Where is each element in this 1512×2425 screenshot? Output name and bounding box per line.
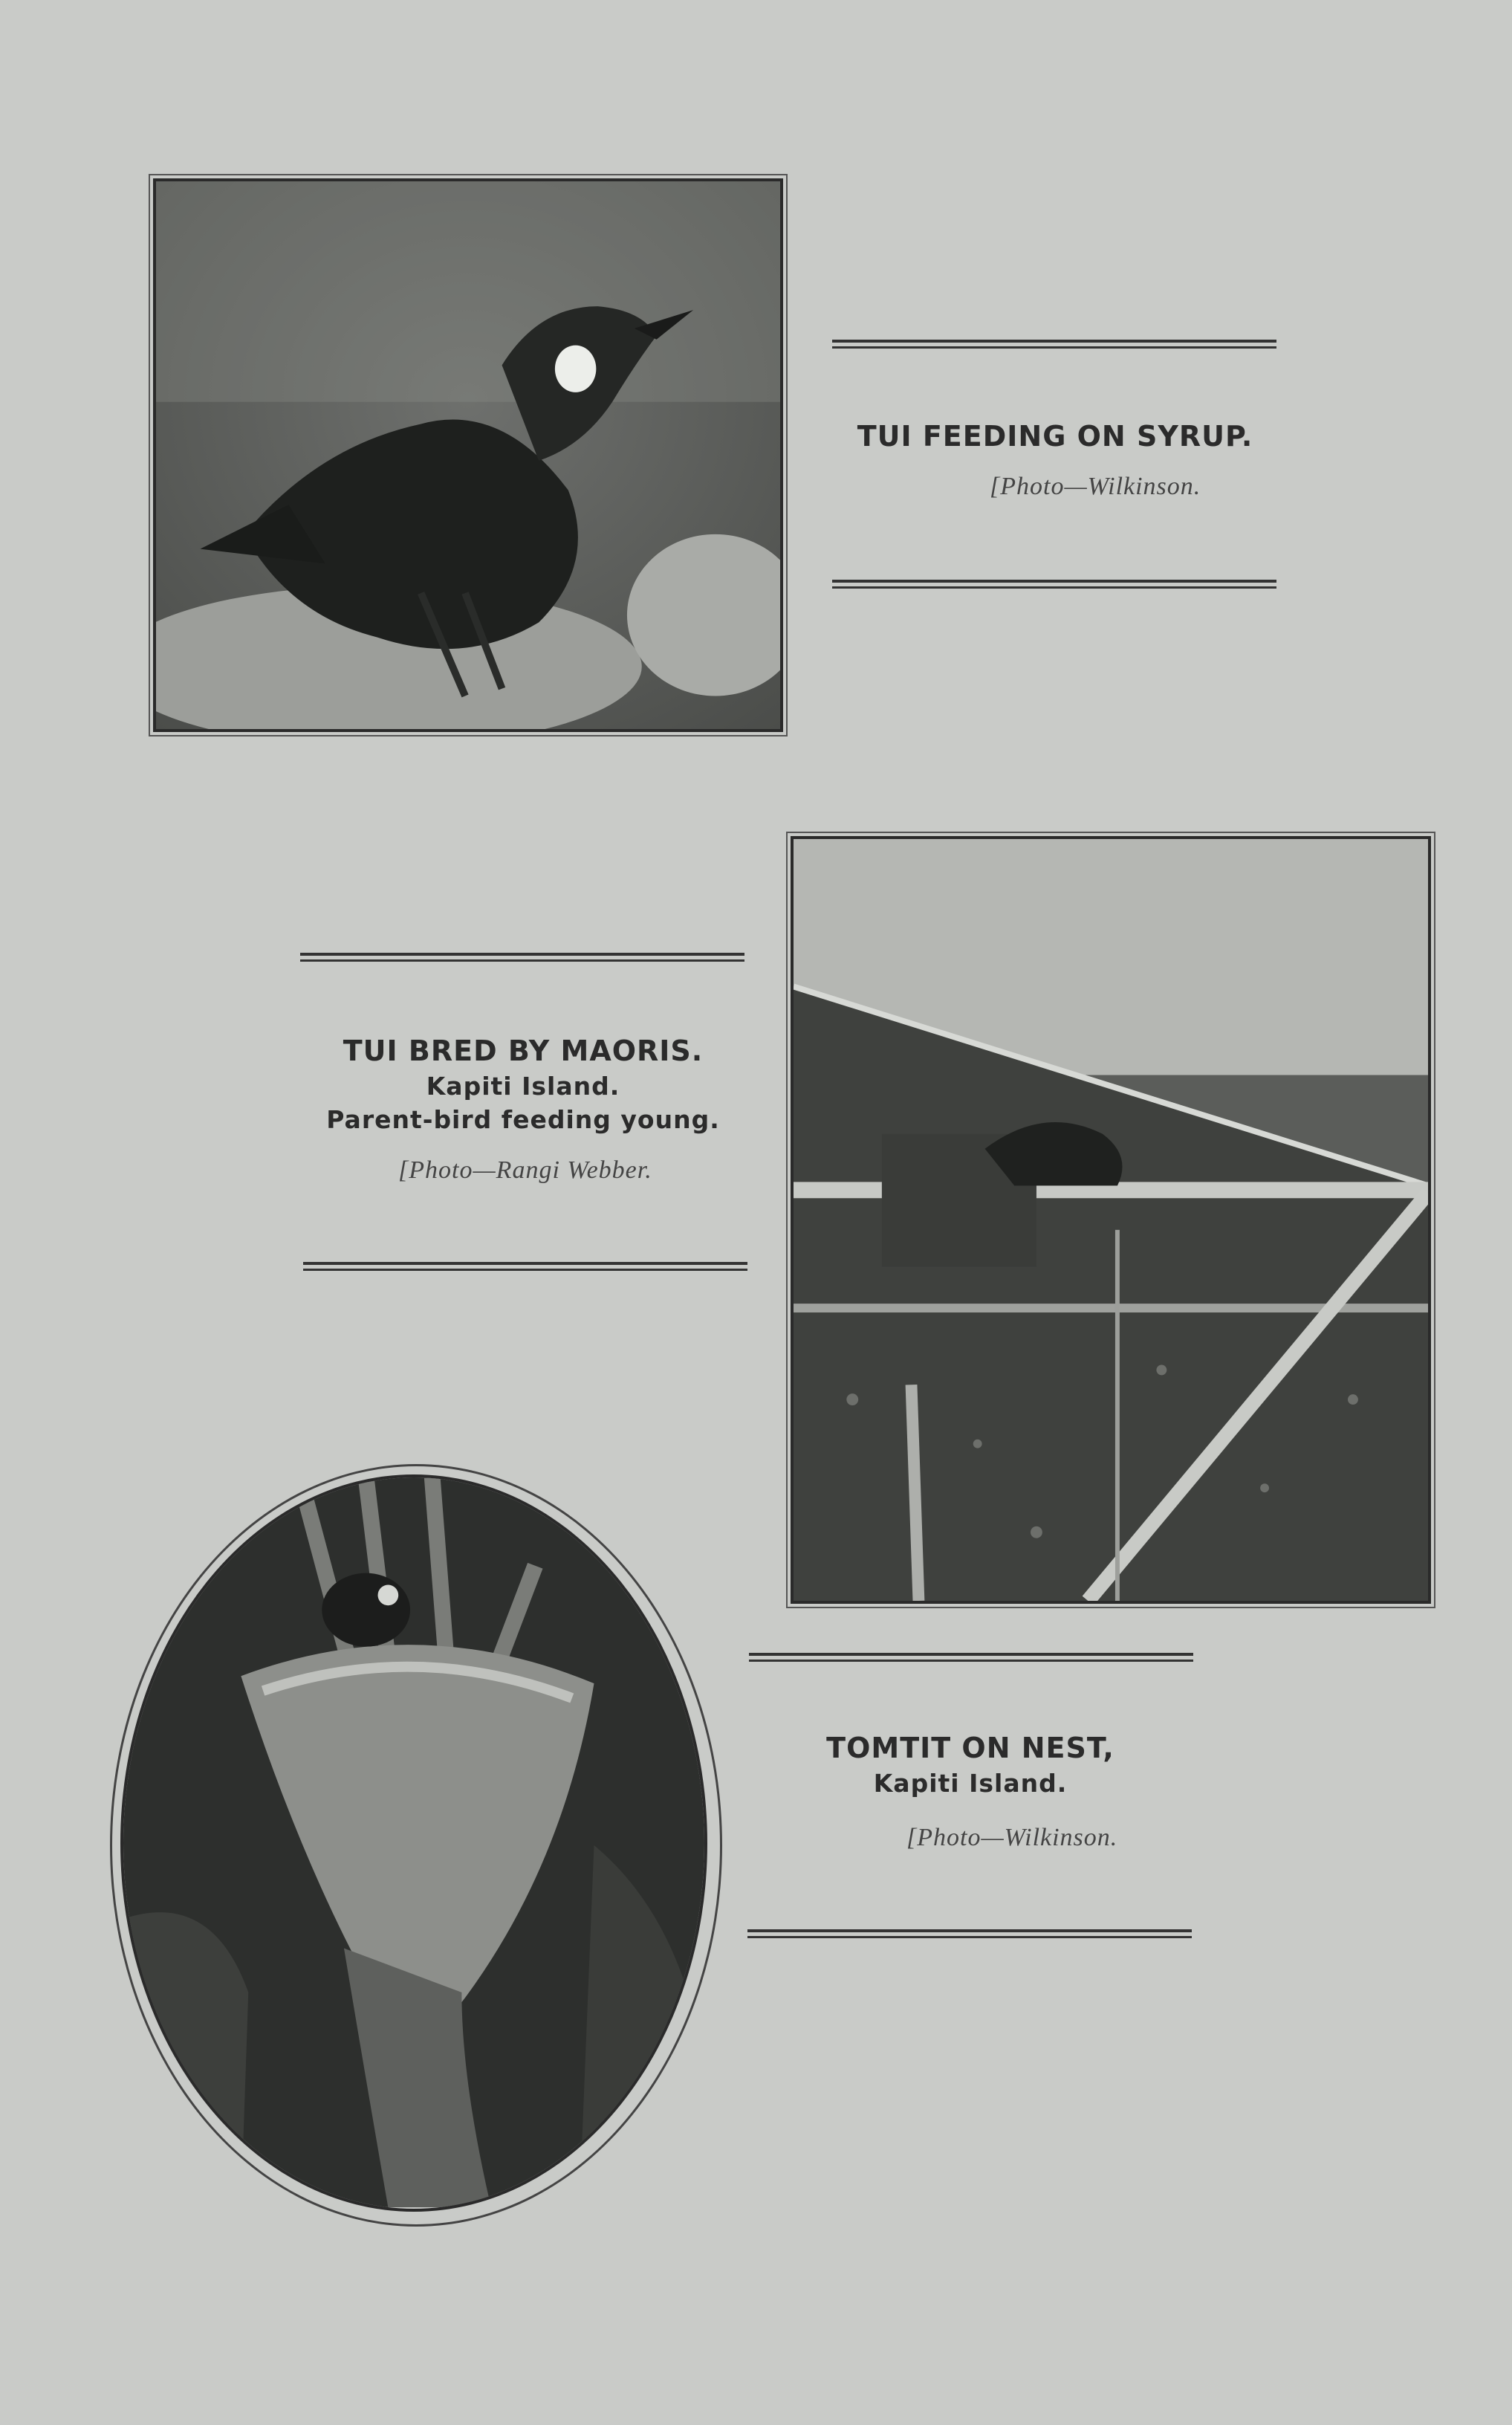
- tomtit-nest-image: [123, 1477, 704, 2207]
- tui-bred-image: [794, 839, 1428, 1601]
- rule-plate2-top: [300, 953, 744, 962]
- photo-credit: [Photo—Rangi Webber.: [398, 1156, 652, 1184]
- photo-credit: [Photo—Wilkinson.: [990, 473, 1201, 500]
- caption-title: TOMTIT ON NEST,: [826, 1732, 1114, 1764]
- rule-plate1-bottom: [832, 580, 1276, 589]
- caption-location: Kapiti Island.: [426, 1072, 620, 1101]
- rule-plate1-top: [832, 340, 1276, 349]
- photo-tui-bred: [791, 836, 1431, 1604]
- caption-description: Parent-bird feeding young.: [326, 1105, 720, 1134]
- tui-feeding-image: [156, 181, 780, 729]
- caption-location: Kapiti Island.: [873, 1769, 1068, 1798]
- rule-plate3-bottom: [747, 1929, 1192, 1938]
- photo-tui-feeding: [153, 178, 783, 732]
- caption-plate2: [300, 1035, 746, 1134]
- rule-plate2-bottom: [303, 1262, 747, 1271]
- rule-plate3-top: [749, 1653, 1193, 1662]
- caption-plate1: [832, 420, 1278, 453]
- caption-plate3: [747, 1732, 1193, 1798]
- caption-title: TUI FEEDING ON SYRUP.: [857, 420, 1253, 453]
- caption-title: TUI BRED BY MAORIS.: [343, 1035, 704, 1067]
- photo-credit: [Photo—Wilkinson.: [906, 1824, 1118, 1851]
- photo-tomtit-nest: [120, 1474, 707, 2212]
